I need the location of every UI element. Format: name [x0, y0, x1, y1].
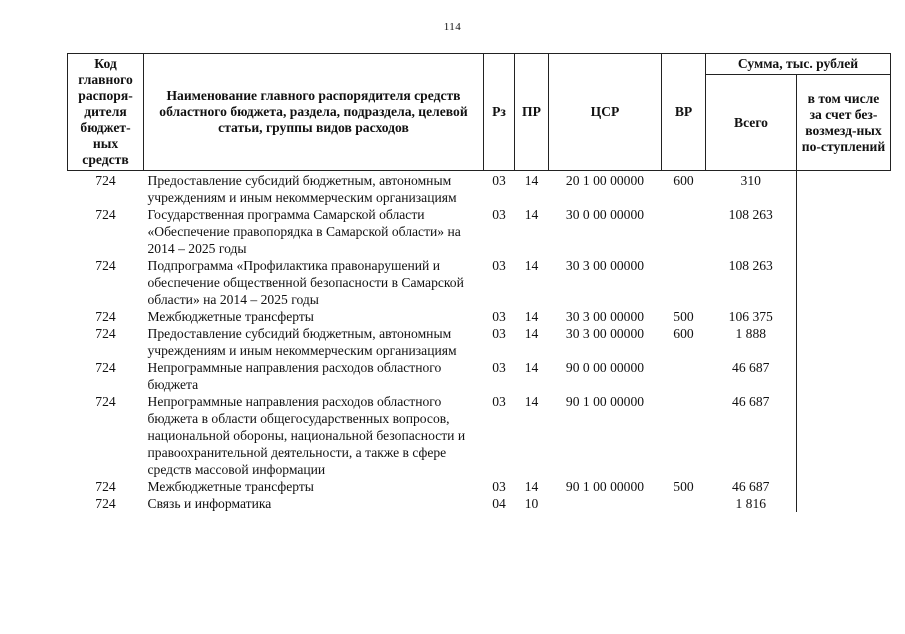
table-row — [68, 308, 891, 325]
cell-free — [797, 206, 891, 257]
table-row — [68, 393, 891, 478]
cell-pr: 14 — [524, 360, 539, 375]
table-row — [68, 206, 891, 257]
header-kod: Код главного распоря-дителя бюджет-ных средств — [68, 54, 144, 171]
cell-kod: 724 — [95, 496, 116, 511]
header-total: Всего — [706, 75, 797, 171]
cell-free — [797, 478, 891, 495]
cell-pr: 14 — [524, 207, 539, 222]
cell-vr: 600 — [673, 173, 694, 188]
table-row — [68, 171, 891, 207]
cell-name: Непрограммные направления расходов областного бюджета — [147, 360, 442, 392]
cell-pr: 14 — [524, 479, 539, 494]
table-row — [68, 257, 891, 308]
cell-vr — [662, 359, 706, 393]
cell-pr: 14 — [524, 326, 539, 341]
cell-free — [797, 495, 891, 512]
cell-csr: 90 1 00 00000 — [565, 394, 645, 409]
cell-vr: 500 — [673, 309, 694, 324]
cell-rz: 03 — [492, 309, 506, 324]
header-name: Наименование главного распорядителя средств областного бюджета, раздела, подраздела, целевой статьи, группы видов расходов — [144, 54, 484, 171]
cell-kod: 724 — [95, 207, 116, 222]
cell-total: 108 263 — [728, 258, 773, 273]
cell-kod: 724 — [95, 326, 116, 341]
cell-csr: 30 3 00 00000 — [565, 309, 645, 324]
table-header — [68, 54, 891, 171]
table-row — [68, 478, 891, 495]
header-sum: Сумма, тыс. рублей — [706, 54, 891, 75]
cell-total: 46 687 — [732, 360, 770, 375]
cell-name: Предоставление субсидий бюджетным, автономным учреждениям и иным некоммерческим организациям — [147, 326, 457, 358]
cell-free — [797, 171, 891, 207]
cell-csr: 30 3 00 00000 — [565, 326, 645, 341]
cell-csr: 20 1 00 00000 — [565, 173, 645, 188]
cell-kod: 724 — [95, 479, 116, 494]
cell-pr: 14 — [524, 309, 539, 324]
cell-free — [797, 359, 891, 393]
cell-kod: 724 — [95, 360, 116, 375]
cell-csr: 30 3 00 00000 — [565, 258, 645, 273]
cell-rz: 03 — [492, 258, 506, 273]
cell-total: 1 816 — [735, 496, 767, 511]
cell-csr: 30 0 00 00000 — [565, 207, 645, 222]
header-rz: Рз — [484, 54, 515, 171]
table-body — [68, 171, 891, 513]
cell-total: 106 375 — [728, 309, 773, 324]
header-free: в том числе за счет без-возмезд-ных по-ступлений — [797, 75, 891, 171]
cell-rz: 03 — [492, 173, 506, 188]
cell-name: Непрограммные направления расходов областного бюджета в области общегосударственных вопросов, национальной обороны, национальной безопасности и правоохранительной деятельности, а также в сфере средств массовой информации — [147, 394, 466, 477]
budget-table — [67, 53, 891, 512]
table-row — [68, 495, 891, 512]
cell-free — [797, 393, 891, 478]
cell-total: 1 888 — [735, 326, 767, 341]
cell-rz: 03 — [492, 326, 506, 341]
header-pr: ПР — [515, 54, 549, 171]
cell-total: 46 687 — [732, 394, 770, 409]
cell-rz: 03 — [492, 360, 506, 375]
cell-rz: 03 — [492, 394, 506, 409]
cell-total: 46 687 — [732, 479, 770, 494]
cell-vr — [662, 495, 706, 512]
cell-name: Связь и информатика — [147, 496, 272, 511]
header-csr: ЦСР — [549, 54, 662, 171]
cell-csr: 90 0 00 00000 — [565, 360, 645, 375]
cell-kod: 724 — [95, 173, 116, 188]
cell-rz: 03 — [492, 479, 506, 494]
cell-name: Предоставление субсидий бюджетным, автономным учреждениям и иным некоммерческим организациям — [147, 173, 457, 205]
cell-pr: 14 — [524, 258, 539, 273]
cell-pr: 14 — [524, 394, 539, 409]
cell-total: 310 — [740, 173, 761, 188]
cell-vr — [662, 393, 706, 478]
cell-name: Межбюджетные трансферты — [147, 479, 314, 494]
cell-rz: 04 — [492, 496, 506, 511]
cell-name: Подпрограмма «Профилактика правонарушений и обеспечение общественной безопасности в Самарской области» на 2014 – 2025 годы — [147, 258, 464, 307]
cell-vr: 500 — [673, 479, 694, 494]
cell-csr — [549, 495, 662, 512]
cell-free — [797, 325, 891, 359]
cell-csr: 90 1 00 00000 — [565, 479, 645, 494]
cell-pr: 14 — [524, 173, 539, 188]
cell-vr — [662, 257, 706, 308]
cell-kod: 724 — [95, 394, 116, 409]
cell-rz: 03 — [492, 207, 506, 222]
table-row — [68, 325, 891, 359]
cell-pr: 10 — [524, 496, 539, 511]
page-number: 114 — [443, 21, 462, 33]
cell-total: 108 263 — [728, 207, 773, 222]
table-row — [68, 359, 891, 393]
cell-free — [797, 308, 891, 325]
cell-name: Государственная программа Самарской области «Обеспечение правопорядка в Самарской области» на 2014 – 2025 годы — [147, 207, 461, 256]
cell-kod: 724 — [95, 258, 116, 273]
header-vr: ВР — [662, 54, 706, 171]
cell-name: Межбюджетные трансферты — [147, 309, 314, 324]
cell-free — [797, 257, 891, 308]
cell-vr — [662, 206, 706, 257]
cell-kod: 724 — [95, 309, 116, 324]
cell-vr: 600 — [673, 326, 694, 341]
